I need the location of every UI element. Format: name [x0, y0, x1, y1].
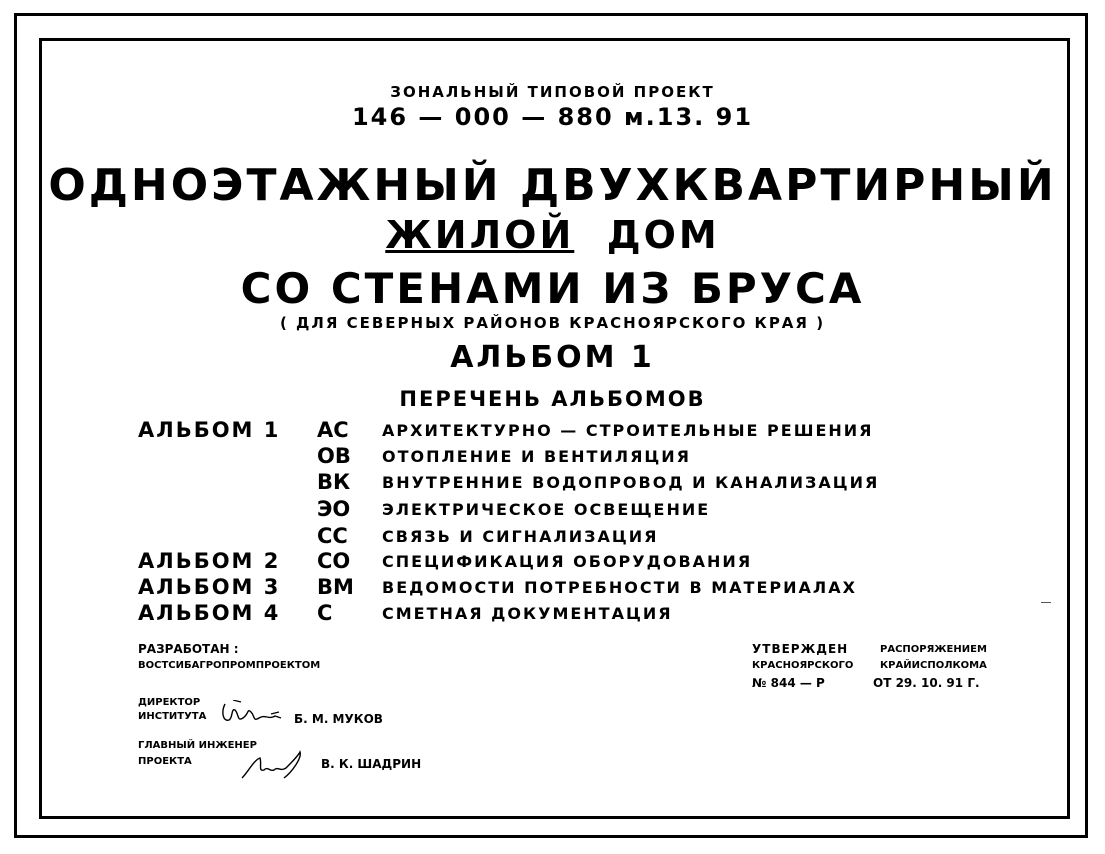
section-name: ВЕДОМОСТИ ПОТРЕБНОСТИ В МАТЕРИАЛАХ — [382, 578, 857, 597]
title-line-1: ОДНОЭТАЖНЫЙ ДВУХКВАРТИРНЫЙ — [48, 160, 1057, 211]
project-code: 146 — 000 — 880 м.13. 91 — [351, 103, 754, 131]
approved-label: УТВЕРЖДЕН — [752, 642, 849, 656]
list-item — [0, 470, 1105, 493]
section-code: СО — [317, 549, 351, 573]
list-item — [0, 524, 1105, 547]
section-code: ВМ — [317, 575, 354, 599]
list-item — [0, 418, 1105, 441]
section-code: ЭО — [317, 497, 351, 521]
section-code: СС — [317, 524, 348, 548]
album-number: АЛЬБОМ 1 — [138, 418, 281, 442]
approved-org-2: КРАЙИСПОЛКОМА — [880, 660, 987, 671]
section-code: АС — [317, 418, 349, 442]
section-name: ОТОПЛЕНИЕ И ВЕНТИЛЯЦИЯ — [382, 447, 691, 466]
section-name: СВЯЗЬ И СИГНАЛИЗАЦИЯ — [382, 527, 659, 546]
album-number: АЛЬБОМ 4 — [138, 601, 281, 625]
title-line-3: СО СТЕНАМИ ИЗ БРУСА — [240, 264, 865, 313]
engineer-role-1: ГЛАВНЫЙ ИНЖЕНЕР — [138, 740, 257, 751]
engineer-signature — [240, 748, 310, 784]
director-role-1: ДИРЕКТОР — [138, 697, 201, 708]
title-line-2-word-1: ЖИЛОЙ — [385, 213, 575, 257]
album-number: АЛЬБОМ 3 — [138, 575, 281, 599]
stray-mark — [1041, 602, 1051, 603]
approval-date: ОТ 29. 10. 91 Г. — [873, 676, 980, 690]
engineer-name: В. К. ШАДРИН — [321, 757, 422, 771]
region-note: ( ДЛЯ СЕВЕРНЫХ РАЙОНОВ КРАСНОЯРСКОГО КРАЯ ) — [279, 314, 826, 332]
developer-org: ВОСТСИБАГРОПРОМПРОЕКТОМ — [138, 660, 321, 671]
list-item — [0, 601, 1105, 624]
section-name: АРХИТЕКТУРНО — СТРОИТЕЛЬНЫЕ РЕШЕНИЯ — [382, 421, 874, 440]
approved-org-1: КРАСНОЯРСКОГО — [752, 660, 854, 671]
section-code: ВК — [317, 470, 351, 494]
title-line-2-word-2: ДОМ — [606, 213, 720, 257]
approved-by-order: РАСПОРЯЖЕНИЕМ — [880, 644, 987, 655]
section-name: ВНУТРЕННИЕ ВОДОПРОВОД И КАНАЛИЗАЦИЯ — [382, 473, 880, 492]
section-name: ЭЛЕКТРИЧЕСКОЕ ОСВЕЩЕНИЕ — [382, 500, 711, 519]
project-type-label: ЗОНАЛЬНЫЙ ТИПОВОЙ ПРОЕКТ — [390, 83, 715, 101]
list-item — [0, 575, 1105, 598]
list-item — [0, 549, 1105, 572]
section-name: СПЕЦИФИКАЦИЯ ОБОРУДОВАНИЯ — [382, 552, 753, 571]
section-name: СМЕТНАЯ ДОКУМЕНТАЦИЯ — [382, 604, 673, 623]
list-item — [0, 444, 1105, 467]
title-line-2 — [0, 213, 1105, 257]
developed-label: РАЗРАБОТАН : — [138, 642, 239, 656]
list-item — [0, 497, 1105, 520]
albums-list-heading: ПЕРЕЧЕНЬ АЛЬБОМОВ — [399, 387, 706, 411]
section-code: ОВ — [317, 444, 351, 468]
director-signature — [219, 700, 289, 730]
album-heading: АЛЬБОМ 1 — [450, 340, 655, 375]
director-name: Б. М. МУКОВ — [294, 712, 383, 726]
engineer-role-2: ПРОЕКТА — [138, 756, 192, 767]
album-number: АЛЬБОМ 2 — [138, 549, 281, 573]
director-role-2: ИНСТИТУТА — [138, 711, 207, 722]
approval-number: № 844 — Р — [752, 676, 825, 690]
section-code: С — [317, 601, 333, 625]
